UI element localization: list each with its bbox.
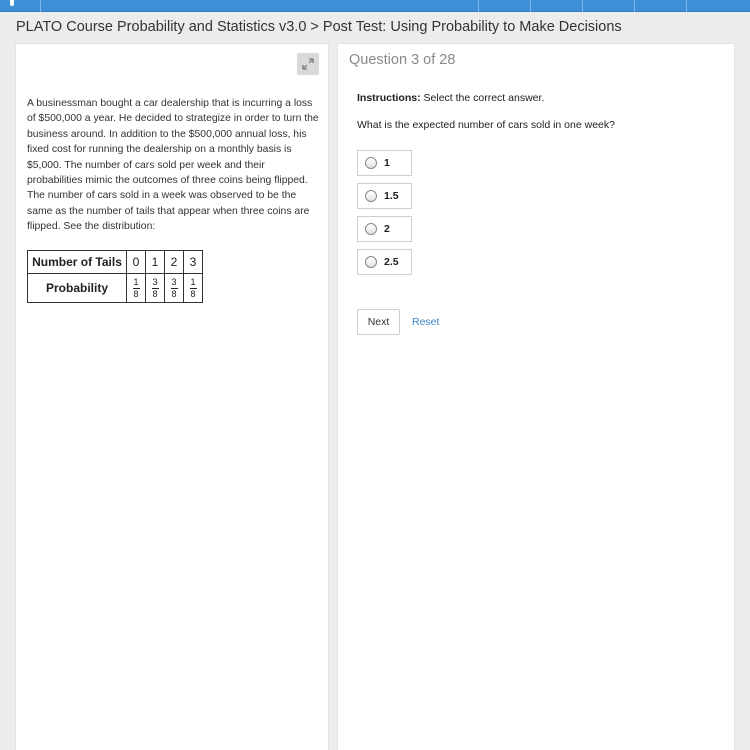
fraction-numerator: 1 — [133, 276, 139, 287]
answer-label: 1 — [384, 157, 390, 169]
table-cell: 3 — [184, 251, 203, 274]
instructions-text: Select the correct answer. — [423, 92, 545, 104]
table-header-probability: Probability — [28, 274, 127, 303]
nav-divider — [40, 0, 41, 12]
instructions — [357, 92, 544, 104]
table-cell: 0 — [127, 251, 146, 274]
passage-panel — [15, 43, 329, 750]
table-cell — [184, 274, 203, 303]
answer-label: 1.5 — [384, 190, 399, 202]
nav-divider — [530, 0, 531, 12]
fraction — [190, 278, 197, 299]
radio-button[interactable] — [365, 223, 377, 235]
table-header-tails: Number of Tails — [28, 251, 127, 274]
radio-button[interactable] — [365, 157, 377, 169]
answer-label: 2.5 — [384, 256, 399, 268]
fraction-numerator: 1 — [190, 276, 196, 287]
instructions-label: Instructions: — [357, 92, 421, 104]
table-cell: 2 — [165, 251, 184, 274]
fraction-numerator: 3 — [152, 276, 158, 287]
table-row — [28, 274, 203, 303]
question-text: What is the expected number of cars sold in one week? — [357, 119, 615, 131]
nav-menu-indicator[interactable] — [10, 0, 14, 6]
table-cell — [146, 274, 165, 303]
fraction-denominator: 8 — [171, 288, 177, 299]
fraction-numerator: 3 — [171, 276, 177, 287]
fraction-denominator: 8 — [152, 288, 158, 299]
answer-option-3[interactable] — [357, 216, 412, 242]
answer-option-2[interactable] — [357, 183, 412, 209]
nav-divider — [582, 0, 583, 12]
radio-button[interactable] — [365, 190, 377, 202]
top-nav-bar — [0, 0, 750, 12]
fraction — [133, 278, 140, 299]
passage-text: A businessman bought a car dealership that is incurring a loss of $500,000 a year. He decided to strategize in order to turn the business around. In addition to the $500,000 annual loss, his fixed cost for running the dealership on a monthly basis is $5,000. The number of cars sold per week and their probabilities mimic the outcomes of three coins being flipped. The number of cars sold in a week was observed to be the same as the number of tails that appear when three coins are flipped. See the distribution: — [27, 98, 319, 233]
fraction-denominator: 8 — [190, 288, 196, 299]
reset-link[interactable]: Reset — [412, 316, 440, 328]
nav-divider — [478, 0, 479, 12]
fraction-denominator: 8 — [133, 288, 139, 299]
expand-button[interactable] — [297, 53, 319, 75]
table-row — [28, 251, 203, 274]
table-cell — [165, 274, 184, 303]
answer-label: 2 — [384, 223, 390, 235]
fraction — [171, 278, 178, 299]
answer-option-4[interactable] — [357, 249, 412, 275]
table-cell: 1 — [146, 251, 165, 274]
expand-arrows-icon — [301, 57, 315, 71]
next-button[interactable]: Next — [357, 309, 400, 335]
radio-button[interactable] — [365, 256, 377, 268]
breadcrumb: PLATO Course Probability and Statistics v3.0 > Post Test: Using Probability to Make Decisions — [16, 19, 622, 35]
fraction — [152, 278, 159, 299]
question-counter: Question 3 of 28 — [349, 52, 456, 68]
question-panel — [337, 43, 735, 750]
nav-divider — [686, 0, 687, 12]
distribution-table — [27, 250, 203, 303]
answer-option-1[interactable] — [357, 150, 412, 176]
nav-divider — [634, 0, 635, 12]
table-cell — [127, 274, 146, 303]
